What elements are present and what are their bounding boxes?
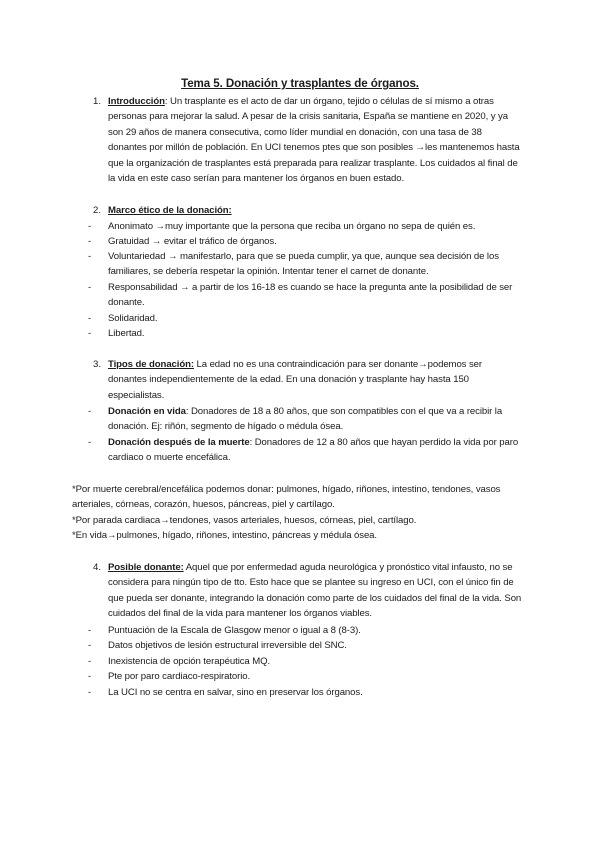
section-heading-text: Marco ético de la donación: bbox=[108, 205, 232, 216]
section-number: 2. bbox=[93, 205, 102, 216]
list-item: Anonimato →muy importante que la persona que reciba un órgano no sepa de quién es. bbox=[108, 221, 476, 232]
list-item: Puntuación de la Escala de Glasgow menor o igual a 8 (8-3). bbox=[108, 625, 361, 636]
item-text: : Donadores de 12 a 80 años que hayan perdido la vida por paro cardiaco o muerte encefálica. bbox=[108, 437, 519, 464]
bullet-dash: - bbox=[88, 406, 92, 417]
list-item: Datos objetivos de lesión estructural irreversible del SNC. bbox=[108, 640, 347, 651]
section-heading: Introducción bbox=[108, 96, 165, 107]
bullet-dash: - bbox=[88, 656, 92, 667]
list-item: Responsabilidad → a partir de los 16-18 es cuando se hace la pregunta ante la posibilidad de ser donante. bbox=[108, 282, 513, 309]
section-intro bbox=[108, 94, 522, 186]
list-item: Inexistencia de opción terapéutica MQ. bbox=[108, 656, 271, 667]
list-item bbox=[108, 404, 530, 435]
item-bold-label: Donación después de la muerte bbox=[108, 437, 250, 448]
section-heading: Posible donante: bbox=[108, 562, 184, 573]
note-paragraph: *Por parada cardiaca→tendones, vasos arteriales, huesos, córneas, piel, cartílago. bbox=[72, 515, 417, 526]
section-heading bbox=[108, 203, 522, 218]
section-text: : Un trasplante es el acto de dar un órgano, tejido o células de sí mismo a otras personas para mejorar la salud. A pesar de la crisis sanitaria, España se mantiene en 2020, y ya son 29 años de manera consecutiva, como líder mundial en donación, con una tasa de 38 donantes por millón de población. En UCI tenemos ptes que son posibles →les mantenemos hasta que la organización de trasplantes está preparada para realizar trasplante. Los cuidados al final de la vida en este caso serían para mantener los órganos en buen estado. bbox=[108, 96, 520, 185]
list-item: Pte por paro cardiaco-respiratorio. bbox=[108, 671, 251, 682]
list-item: Libertad. bbox=[108, 328, 145, 339]
section-number: 3. bbox=[93, 359, 102, 370]
section-text: La edad no es una contraindicación para ser donante→podemos ser donantes independientemente de la edad. En una donación y trasplante hay hasta 150 especialistas. bbox=[108, 359, 482, 401]
bullet-dash: - bbox=[88, 221, 92, 232]
bullet-dash: - bbox=[88, 671, 92, 682]
bullet-dash: - bbox=[88, 437, 92, 448]
page-title: Tema 5. Donación y trasplantes de órganos. bbox=[181, 77, 419, 90]
list-item: Gratuidad → evitar el tráfico de órganos. bbox=[108, 236, 277, 247]
bullet-dash: - bbox=[88, 687, 92, 698]
bullet-dash: - bbox=[88, 282, 92, 293]
section-tipos bbox=[108, 357, 522, 403]
list-item: Voluntariedad → manifestarlo, para que se pueda cumplir, ya que, aunque sea decisión de los familiares, se debería respetar la opinión. Intentar tener el carnet de donante. bbox=[108, 251, 499, 278]
item-bold-label: Donación en vida bbox=[108, 406, 186, 417]
note-paragraph: *Por muerte cerebral/encefálica podemos donar: pulmones, hígado, riñones, intestino, tendones, vasos arteriales, córneas, corazón, huesos, páncreas, piel y cartílago. bbox=[72, 484, 501, 511]
bullet-dash: - bbox=[88, 625, 92, 636]
list-item: La UCI no se centra en salvar, sino en preservar los órganos. bbox=[108, 687, 363, 698]
section-posible bbox=[108, 560, 522, 622]
bullet-dash: - bbox=[88, 328, 92, 339]
bullet-dash: - bbox=[88, 236, 92, 247]
bullet-dash: - bbox=[88, 313, 92, 324]
bullet-dash: - bbox=[88, 251, 92, 262]
section-number: 1. bbox=[93, 96, 102, 107]
list-item bbox=[108, 435, 530, 466]
item-text: : Donadores de 18 a 80 años, que son compatibles con el que va a recibir la donación. Ej: riñón, segmento de hígado o médula ósea. bbox=[108, 406, 503, 433]
section-heading: Tipos de donación: bbox=[108, 359, 194, 370]
list-item: Solidaridad. bbox=[108, 313, 158, 324]
note-paragraph: *En vida→pulmones, hígado, riñones, intestino, páncreas y médula ósea. bbox=[72, 530, 377, 541]
section-text: Aquel que por enfermedad aguda neurológica y pronóstico vital infausto, no se considera para ningún tipo de tto. Esto hace que se plantee su ingreso en UCI, con el único fin de que pueda ser donante, integrando la donación como parte de los cuidados del final de la vida. Son cuidados del final de la vida para mantener los órganos viables. bbox=[108, 562, 522, 620]
section-number: 4. bbox=[93, 562, 102, 573]
bullet-dash: - bbox=[88, 640, 92, 651]
